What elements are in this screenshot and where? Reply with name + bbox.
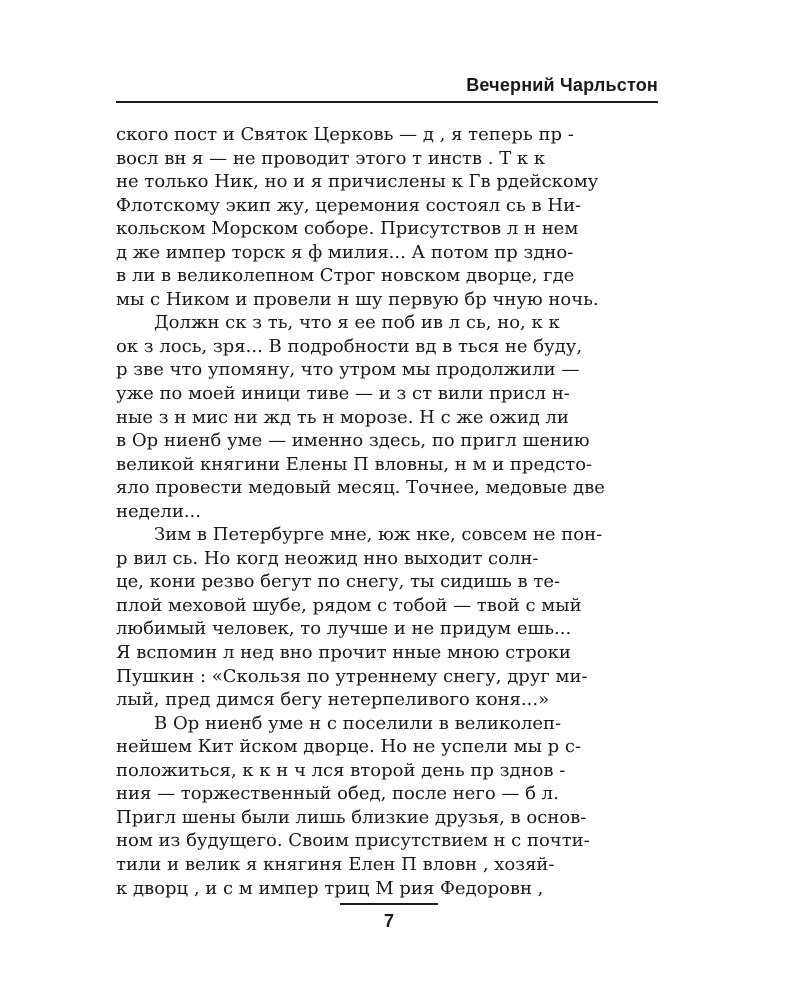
paragraph-first-line: В Ор ниенб уме н с поселили в великолеп- [154,712,562,734]
text-line: плой меховой шубе, рядом с тобой — твой с мый [116,594,582,616]
page-number: 7 [383,911,394,931]
text-line: в ли в великолепном Строг новском дворце, где [116,265,575,287]
text-line: Флотскому экип жу, церемония состоял сь в Ни- [116,194,582,216]
paragraph-first-line: Зим в Петербурге мне, юж нке, совсем не пон- [154,524,603,546]
body-text [116,123,658,900]
text-line: нейшем Кит йском дворце. Но не успели мы р с- [116,736,582,758]
footer-rule [340,903,438,905]
text-line: ок з лось, зря... В подробности вд в ться не буду, [116,335,583,357]
text-line: це, кони резво бегут по снегу, ты сидишь в те- [116,571,561,593]
text-line: мы с Ником и провели н шу первую бр чную ночь. [116,288,599,310]
text-line: Пригл шены были лишь близкие друзья, в основ- [116,806,587,828]
text-line: восл вн я — не проводит этого т инств . Т к к [116,147,546,169]
text-line: Пушкин : «Скользя по утреннему снегу, друг ми- [116,665,588,687]
text-line: кольском Морском соборе. Присутствов л н нем [116,218,579,240]
text-line: р вил сь. Но когд неожид нно выходит солн- [116,547,539,569]
text-line: д же импер торск я ф милия... А потом пр здно- [116,241,574,263]
text-line: любимый человек, то лучше и не придум ешь... [116,618,572,640]
text-line: лый, пред димся бегу нетерпеливого коня...» [116,689,550,711]
header-rule [116,101,658,103]
text-line: ского пост и Святок Церковь — д , я теперь пр - [116,124,574,145]
text-line: к дворц , и с м импер триц М рия Федоровн , [116,877,544,899]
text-line: р зве что упомяну, что утром мы продолжили — [116,359,580,381]
text-line: недели... [116,500,201,522]
running-header: Вечерний Чарльстон [466,75,658,95]
text-line: яло провести медовый месяц. Точнее, медовые две [116,477,605,499]
text-line: положиться, к к н ч лся второй день пр зднов - [116,759,566,781]
text-line: ния — торжественный обед, после него — б л. [116,783,559,805]
paragraph-first-line: Должн ск з ть, что я ее поб ив л сь, но, к к [154,312,560,334]
text-line: тили и велик я княгиня Елен П вловн , хозяй- [116,853,555,875]
text-line: уже по моей иници тиве — и з ст вили присл н- [116,383,570,405]
text-line: в Ор ниенб уме — именно здесь, по пригл шению [116,430,590,452]
text-line: ном из будущего. Своим присутствием н с почти- [116,830,590,852]
text-line: не только Ник, но и я причислены к Гв рдейскому [116,171,599,193]
text-line: Я вспомин л нед вно прочит нные мною строки [116,642,571,664]
text-line: ные з н мис ни жд ть н морозе. Н с же ожид ли [116,406,569,428]
text-line: великой княгини Елены П вловны, н м и предсто- [116,453,593,475]
